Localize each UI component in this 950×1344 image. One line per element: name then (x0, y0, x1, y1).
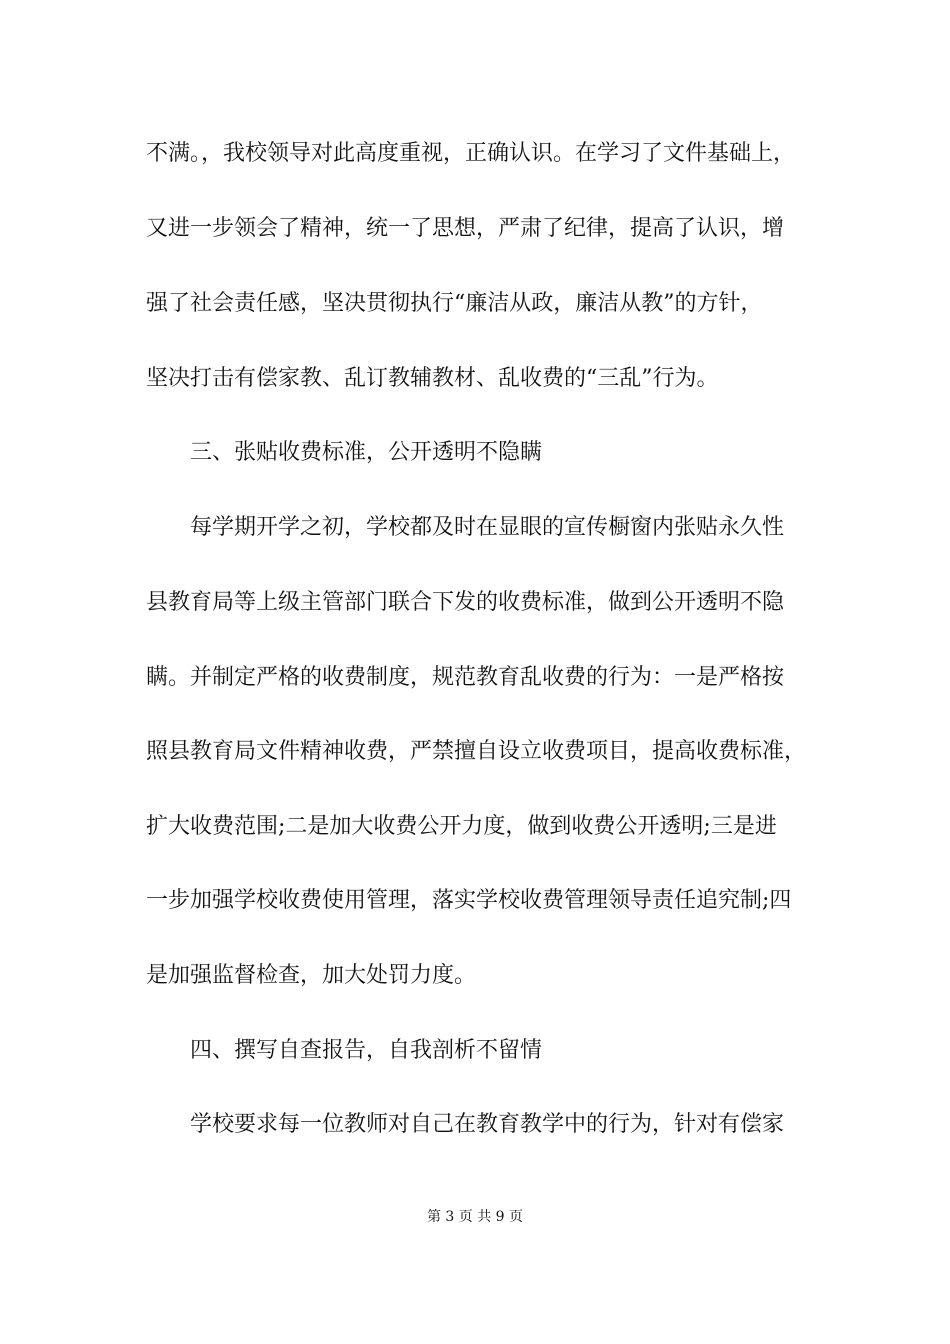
paragraph-line: 每学期开学之初，学校都及时在显眼的宣传橱窗内张贴永久性 (190, 515, 785, 540)
paragraph-line: 扩大收费范围;二是加大收费公开力度，做到收费公开透明;三是进 (146, 814, 777, 839)
paragraph-line: 一步加强学校收费使用管理，落实学校收费管理领导责任追究制;四 (146, 888, 792, 913)
paragraph-line: 县教育局等上级主管部门联合下发的收费标准，做到公开透明不隐 (146, 590, 785, 615)
paragraph-line: 不满。，我校领导对此高度重视，正确认识。在学习了文件基础上， (146, 141, 796, 166)
paragraph-line: 强了社会责任感，坚决贯彻执行“廉洁从政，廉洁从教”的方针， (146, 291, 763, 316)
paragraph-line: 学校要求每一位教师对自己在教育教学中的行为，针对有偿家 (190, 1112, 785, 1137)
paragraph-line: 瞒。并制定严格的收费制度，规范教育乱收费的行为：一是严格按 (146, 665, 785, 690)
section-heading: 三、张贴收费标准，公开透明不隐瞒 (190, 440, 543, 465)
paragraph-line: 坚决打击有偿家教、乱订教辅教材、乱收费的“三乱”行为。 (146, 366, 719, 391)
paragraph-line: 照县教育局文件精神收费，严禁擅自设立收费项目，提高收费标准， (146, 739, 807, 764)
page-footer (0, 1208, 950, 1226)
page-number: 第 3 页 共 9 页 (426, 1209, 524, 1225)
section-heading: 四、撰写自查报告，自我剖析不留情 (190, 1038, 543, 1063)
paragraph-line: 又进一步领会了精神，统一了思想，严肃了纪律，提高了认识，增 (146, 216, 785, 241)
paragraph-line: 是加强监督检查，加大处罚力度。 (146, 963, 477, 988)
